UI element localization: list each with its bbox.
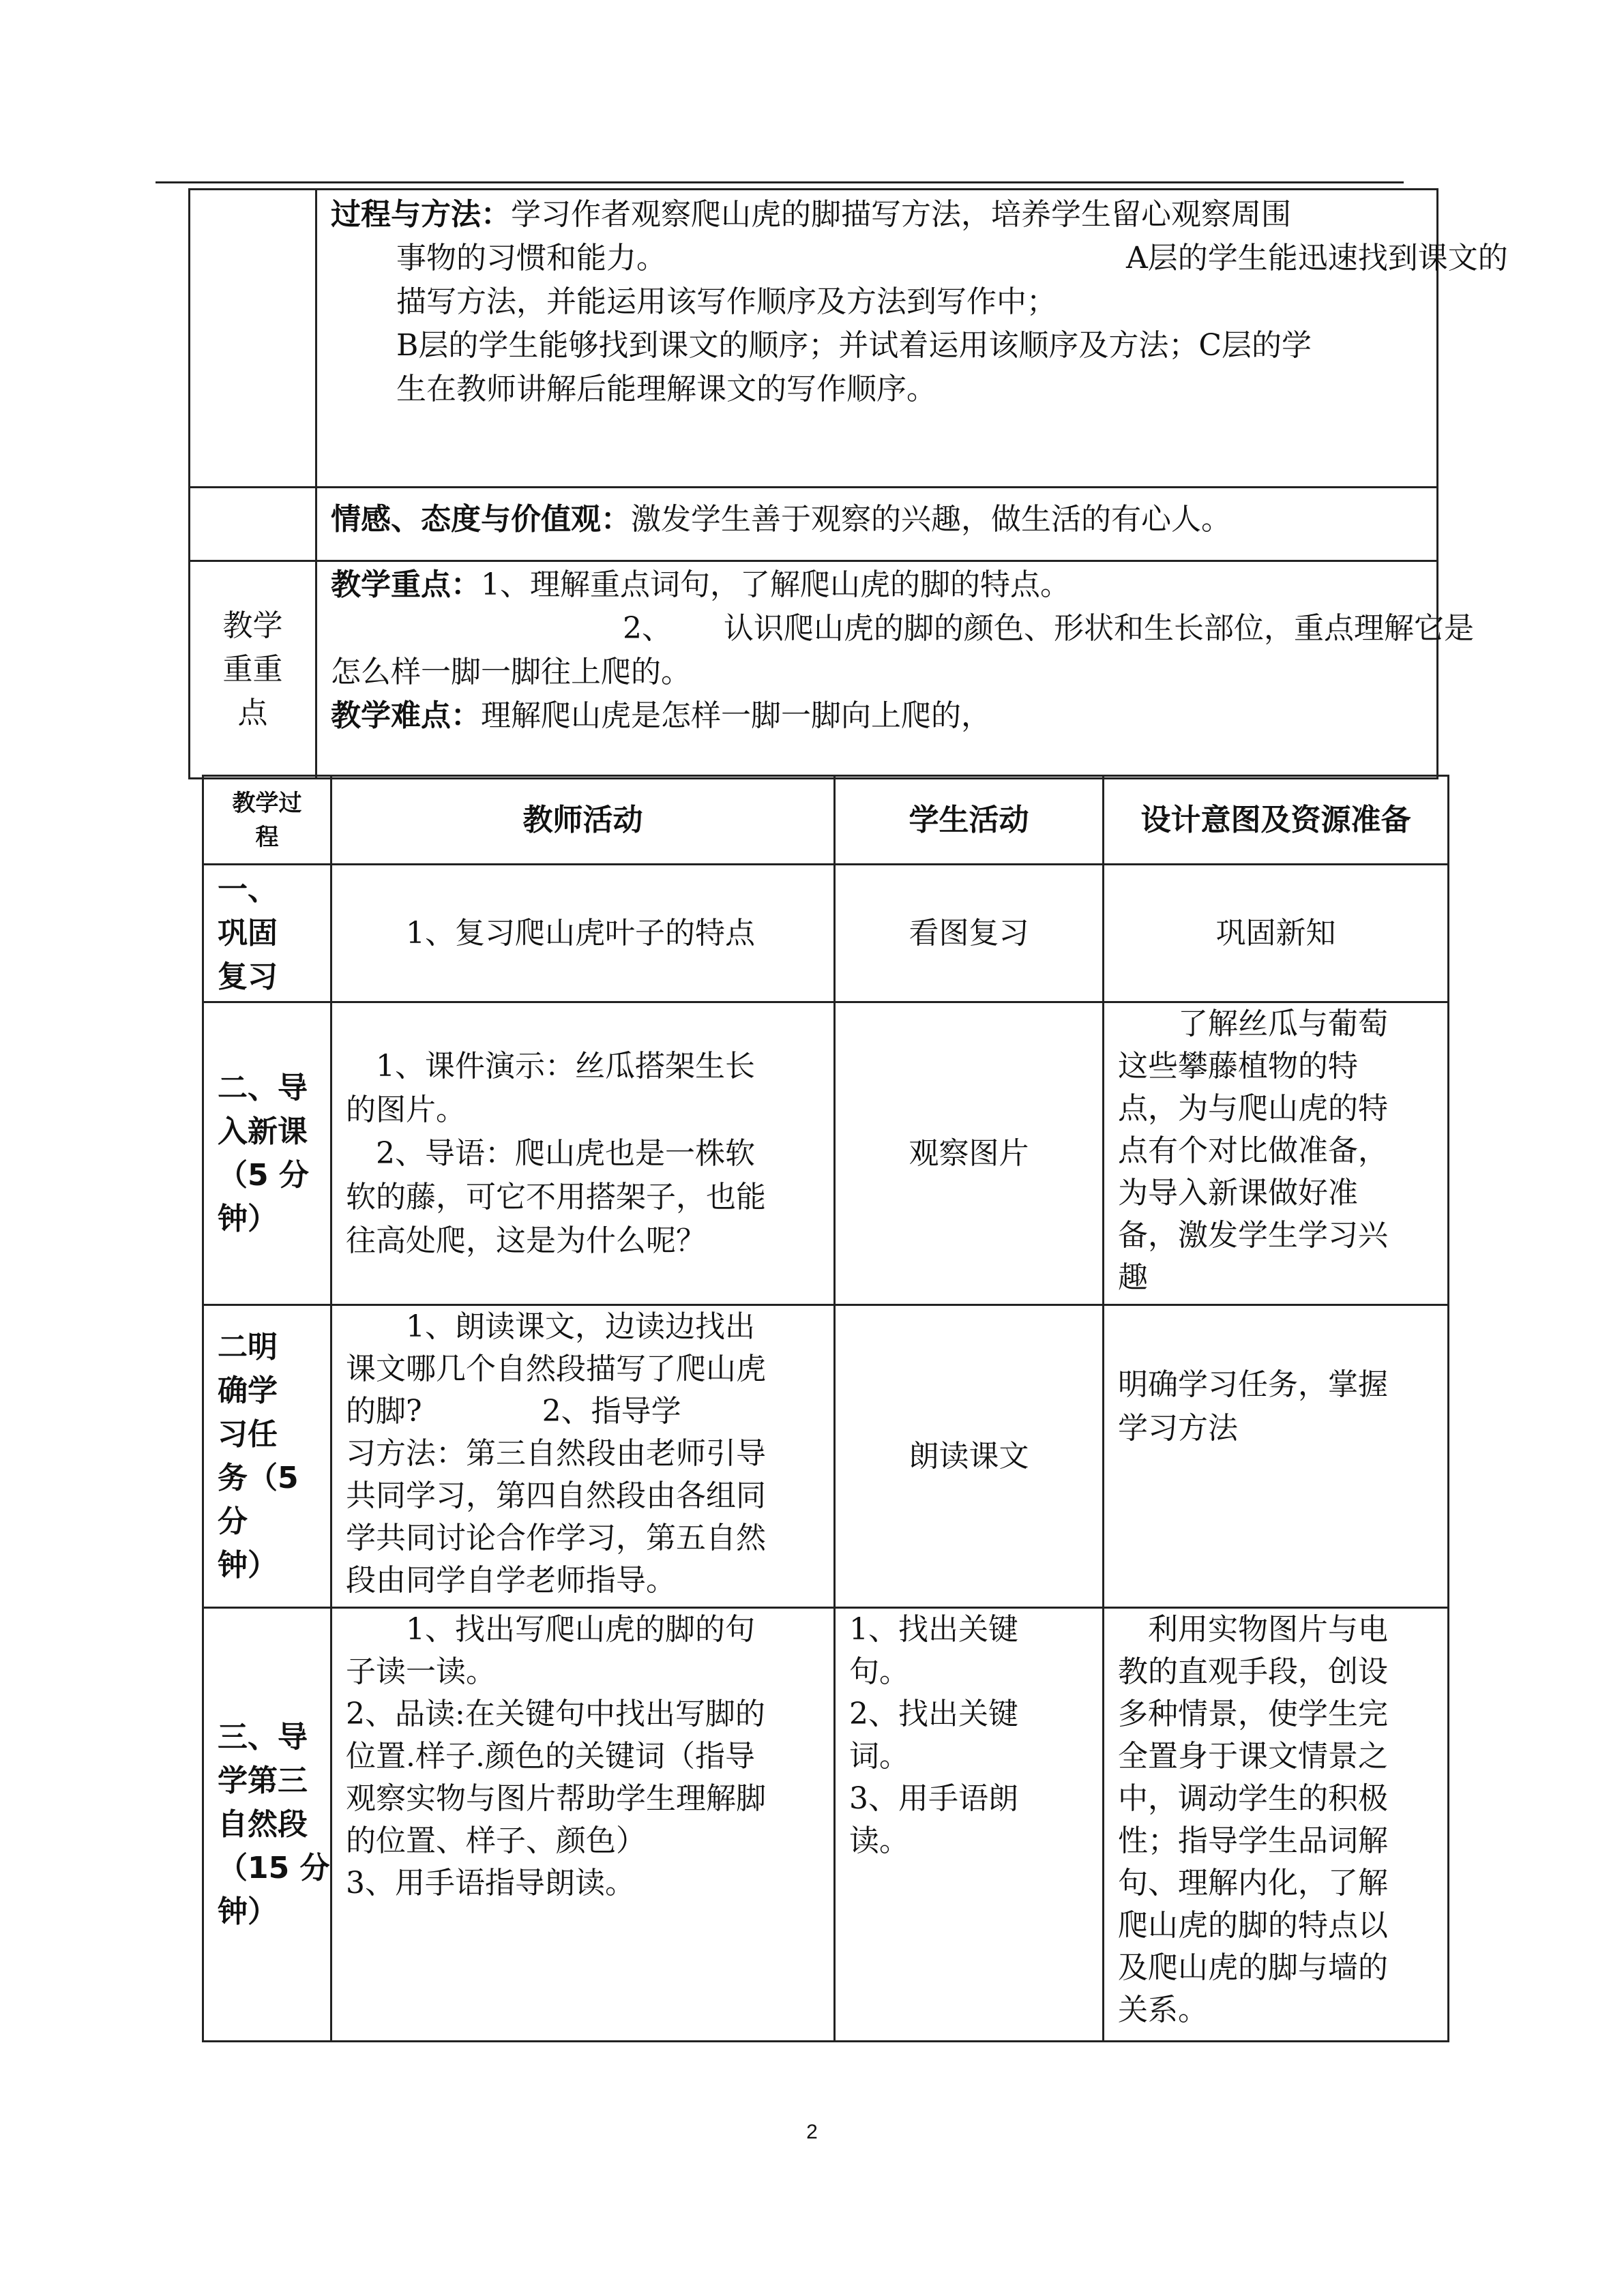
row4-design-9: 及爬山虎的脚与墙的 [1118, 1950, 1388, 1985]
row2-design-1: 了解丝瓜与葡萄 [1118, 1007, 1388, 1041]
row1-stage-2: 巩固 [218, 916, 278, 951]
process-line-1: 学习作者观察爬山虎的脚描写方法，培养学生留心观察周围 [511, 197, 1291, 232]
header-teacher-cell [331, 776, 835, 865]
header-rule [156, 181, 1404, 183]
row2-stage-cell [203, 1002, 331, 1305]
row4-teacher-7: 3、用手语指导朗读。 [346, 1866, 635, 1900]
row1-design-1: 巩固新知 [1215, 915, 1336, 951]
row3-stage-6: 钟） [218, 1547, 278, 1583]
focus-item-1: 1、理解重点词句，了解爬山虎的脚的特点。 [481, 567, 1070, 602]
row4-design-1: 利用实物图片与电 [1118, 1612, 1388, 1647]
row3-stage-3: 习任 [218, 1416, 278, 1452]
header-stage-2: 程 [255, 823, 279, 851]
header-student-cell [835, 776, 1104, 865]
process-line-4: 描写方法，并能运用该写作顺序及方法到写作中； [396, 284, 1057, 319]
row1-teacher-1: 1、复习爬山虎叶子的特点 [346, 915, 755, 951]
row3-student-1: 朗读课文 [909, 1438, 1029, 1474]
table-row [203, 1608, 1449, 2042]
table-row [203, 1002, 1449, 1305]
row4-stage-5: 钟） [218, 1894, 278, 1929]
row4-stage-2: 学第三 [218, 1763, 308, 1798]
row3-teacher-1: 1、朗读课文，边读边找出 [346, 1309, 755, 1344]
row4-student-5: 3、用手语朗 [849, 1781, 1018, 1816]
row3-teacher-5: 共同学习，第四自然段由各组同 [346, 1478, 766, 1513]
key-points-cell [316, 561, 1474, 779]
difficulty-text: 理解爬山虎是怎样一脚一脚向上爬的， [481, 698, 991, 733]
row4-design-4: 全置身于课文情景之 [1118, 1739, 1388, 1774]
row4-stage-3: 自然段 [218, 1806, 308, 1842]
row2-stage-4: 钟） [218, 1201, 278, 1236]
emotion-cell [316, 488, 1438, 561]
row4-student-cell [835, 1608, 1104, 2042]
row4-teacher-2: 子读一读。 [346, 1654, 496, 1689]
row2-design-7: 趣 [1118, 1260, 1148, 1295]
row4-student-6: 读。 [849, 1823, 909, 1858]
row2-teacher-4: 软的藤，可它不用搭架子，也能 [346, 1179, 766, 1214]
emotion-left-cell [190, 488, 316, 561]
row4-design-8: 爬山虎的脚的特点以 [1118, 1908, 1388, 1943]
row3-teacher-3: 的脚? 2、指导学 [346, 1394, 681, 1429]
row3-stage-4: 务（5 [218, 1460, 299, 1495]
row1-stage-cell [203, 865, 331, 1002]
row1-design-cell [1104, 865, 1449, 1002]
page-number: 2 [806, 2121, 818, 2143]
row2-design-cell [1104, 1002, 1449, 1305]
row2-teacher-2: 的图片。 [346, 1092, 466, 1127]
row1-student-cell [835, 865, 1104, 1002]
row2-teacher-cell [331, 1002, 835, 1305]
row1-teacher-cell [331, 865, 835, 1002]
row4-design-5: 中，调动学生的积极 [1118, 1781, 1388, 1816]
process-method-label: 过程与方法： [331, 197, 511, 232]
row2-student-cell [835, 1002, 1104, 1305]
focus-item-2-cont: 怎么样一脚一脚往上爬的。 [331, 655, 691, 689]
row4-design-3: 多种情景，使学生完 [1118, 1697, 1388, 1731]
row3-teacher-6: 学共同讨论合作学习，第五自然 [346, 1521, 766, 1555]
row4-student-1: 1、找出关键 [849, 1612, 1018, 1647]
process-header-row [203, 776, 1449, 865]
row2-design-6: 备，激发学生学习兴 [1118, 1218, 1388, 1253]
header-stage-cell [203, 776, 331, 865]
row3-stage-2: 确学 [218, 1373, 278, 1408]
header-design: 设计意图及资源准备 [1140, 802, 1411, 837]
row4-teacher-1: 1、找出写爬山虎的脚的句 [346, 1612, 755, 1647]
row3-design-1: 明确学习任务，掌握 [1118, 1367, 1388, 1402]
difficulty-label: 教学难点： [331, 698, 481, 733]
row4-stage-1: 三、导 [218, 1719, 308, 1755]
header-design-cell [1104, 776, 1449, 865]
row3-student-cell [835, 1305, 1104, 1608]
key-points-label-2: 重重 [222, 652, 283, 687]
row4-student-3: 2、找出关键 [849, 1697, 1018, 1731]
emotion-text: 激发学生善于观察的兴趣，做生活的有心人。 [631, 502, 1231, 537]
row4-design-2: 教的直观手段，创设 [1118, 1654, 1388, 1689]
row1-student-1: 看图复习 [909, 915, 1029, 951]
row4-teacher-6: 的位置、样子、颜色） [346, 1823, 646, 1858]
header-student: 学生活动 [909, 802, 1029, 837]
row1-stage-1: 一、 [218, 872, 278, 907]
key-points-label-1: 教学 [222, 608, 283, 643]
row3-teacher-cell [331, 1305, 835, 1608]
row4-design-6: 性；指导学生品词解 [1118, 1823, 1388, 1858]
focus-label: 教学重点： [331, 567, 481, 602]
row2-stage-3: （5 分 [218, 1157, 309, 1193]
row3-stage-5: 分 [218, 1504, 248, 1539]
row2-stage-1: 二、导 [218, 1070, 308, 1105]
process-line-3: A层的学生能迅速找到课文的 [1126, 241, 1508, 275]
row1-stage-3: 复习 [218, 959, 278, 994]
key-points-label-3: 点 [237, 696, 268, 730]
row3-stage-cell [203, 1305, 331, 1608]
row3-teacher-7: 段由同学自学老师指导。 [346, 1563, 676, 1598]
row4-stage-4: （15 分 [218, 1850, 330, 1885]
row2-teacher-3: 2、导语：爬山虎也是一株软 [346, 1135, 755, 1171]
table-row [203, 1305, 1449, 1608]
row2-teacher-5: 往高处爬，这是为什么呢？ [346, 1223, 706, 1258]
objectives-left-cell [190, 190, 316, 488]
row3-design-cell [1104, 1305, 1449, 1608]
header-teacher: 教师活动 [522, 802, 643, 837]
row3-teacher-2: 课文哪几个自然段描写了爬山虎 [346, 1352, 766, 1386]
row2-student-1: 观察图片 [909, 1135, 1029, 1171]
row4-design-10: 关系。 [1118, 1993, 1208, 2027]
focus-item-2-number: 2、 [623, 611, 672, 646]
objectives-table [188, 188, 1508, 779]
row2-stage-2: 入新课 [218, 1114, 308, 1149]
focus-item-2-text: 认识爬山虎的脚的颜色、形状和生长部位，重点理解它是 [724, 611, 1474, 646]
header-stage-1: 教学过 [232, 789, 302, 817]
row4-design-7: 句、理解内化，了解 [1118, 1866, 1388, 1900]
emotion-label: 情感、态度与价值观： [331, 502, 631, 537]
row2-teacher-1: 1、课件演示：丝瓜搭架生长 [346, 1048, 755, 1084]
row3-design-2: 学习方法 [1118, 1411, 1238, 1446]
row4-teacher-4: 位置.样子.颜色的关键词（指导 [346, 1739, 755, 1774]
process-line-5: B层的学生能够找到课文的顺序；并试着运用该顺序及方法；C层的学 [396, 328, 1312, 363]
row4-design-cell [1104, 1608, 1449, 2042]
row2-design-4: 点有个对比做准备， [1118, 1133, 1388, 1168]
process-line-6: 生在教师讲解后能理解课文的写作顺序。 [396, 372, 936, 406]
process-table [202, 775, 1449, 2042]
process-method-cell [316, 190, 1508, 488]
row4-student-2: 句。 [849, 1654, 909, 1689]
row4-teacher-cell [331, 1608, 835, 2042]
row3-teacher-4: 习方法：第三自然段由老师引导 [346, 1436, 766, 1471]
row2-design-2: 这些攀藤植物的特 [1118, 1049, 1358, 1084]
row4-student-4: 词。 [849, 1739, 909, 1774]
process-line-2: 事物的习惯和能力。 [396, 241, 666, 275]
key-points-label-cell [190, 561, 316, 779]
table-row [203, 865, 1449, 1002]
row4-teacher-5: 观察实物与图片帮助学生理解脚 [346, 1781, 766, 1816]
row2-design-3: 点，为与爬山虎的特 [1118, 1091, 1388, 1126]
row4-stage-cell [203, 1608, 331, 2042]
row4-teacher-3: 2、品读:在关键句中找出写脚的 [346, 1697, 765, 1731]
row2-design-5: 为导入新课做好准 [1118, 1176, 1358, 1210]
row3-stage-1: 二明 [218, 1329, 278, 1365]
